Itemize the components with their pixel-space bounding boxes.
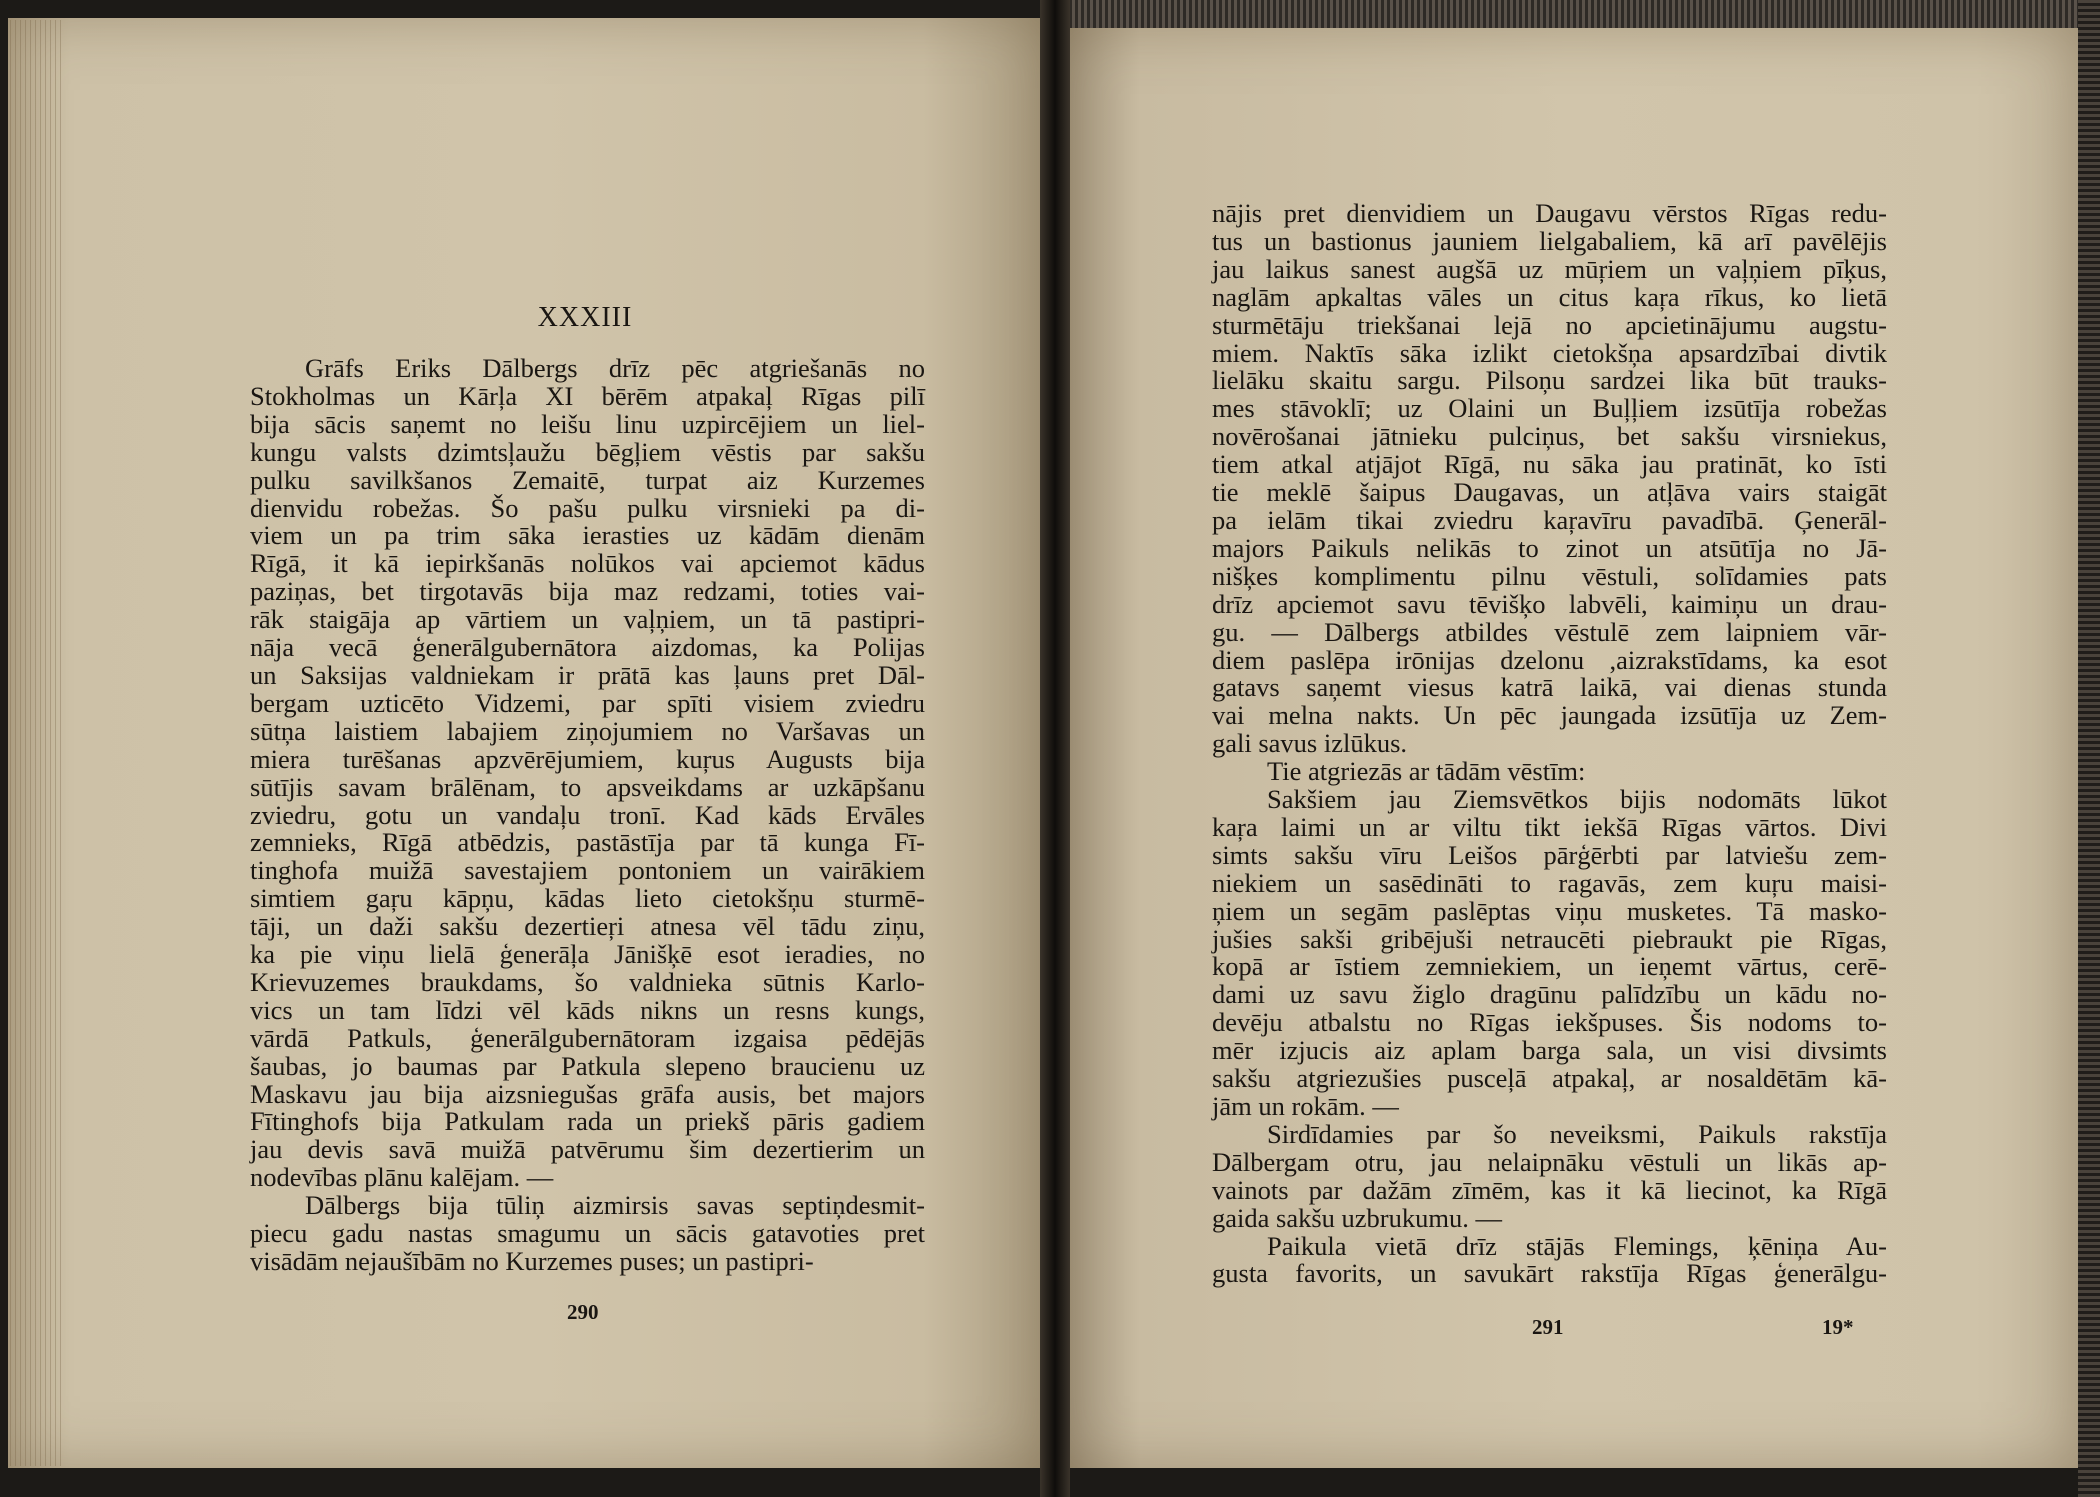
- text-line: gusta favorits, un savukārt rakstīja Rīgas ģenerālgu-: [1212, 1258, 1887, 1289]
- text-line: sūtījis savam brālēnam, to apsveikdams ar uzkāpšanu: [250, 771, 925, 802]
- left-page-text: [250, 355, 925, 1276]
- text-line: paziņas, bet tirgotavās bija maz redzami, toties vai-: [250, 576, 925, 607]
- text-line: kungu valsts dzimtsļaužu bēgļiem vēstis par sakšu: [250, 436, 925, 467]
- text-line: dienvidu robežas. Šo pašu pulku virsnieki pa di-: [250, 492, 925, 523]
- text-line: tie meklē šaipus Daugavas, un atļāva vairs staigāt: [1212, 477, 1887, 508]
- text-line: tāji, un daži sakšu dezertieŗi atnesa vēl tādu ziņu,: [250, 911, 925, 942]
- text-line: jām un rokām. —: [1212, 1091, 1399, 1121]
- book-gutter: [1040, 0, 1070, 1497]
- text-line: majors Paikuls nelikās to zinot un atsūtīja no Jā-: [1212, 532, 1887, 563]
- text-line: tiem atkal atjājot Rīgā, nu sāka jau pratināt, ko īsti: [1212, 449, 1887, 480]
- text-line: Stokholmas un Kārļa XI bērēm atpakaļ Rīgas pilī: [250, 380, 925, 411]
- text-line: rāk staigāja ap vārtiem un vaļņiem, un tā pastipri-: [250, 604, 925, 635]
- book-cover-top: [1060, 0, 2100, 28]
- text-line: pulku savilkšanos Zemaitē, turpat aiz Kurzemes: [250, 464, 925, 495]
- text-line: miem. Naktīs sāka izlikt cietokšņa apsardzībai divtik: [1212, 337, 1887, 368]
- text-line: miera turēšanas apzvērējumiem, kuŗus Augusts bija: [250, 743, 925, 774]
- text-line: drīz apciemot savu tēvišķo labvēli, kaimiņu un drau-: [1212, 588, 1887, 619]
- text-line: devēju atbalstu no Rīgas iekšpuses. Šis nodoms to-: [1212, 1007, 1887, 1038]
- text-line: gaida sakšu uzbrukumu. —: [1212, 1202, 1502, 1233]
- text-line: jušies sakši gribējuši netraucēti piebraukt pie Rīgas,: [1212, 923, 1887, 954]
- text-line: vai melna nakts. Un pēc jaungada izsūtīja uz Zem-: [1212, 700, 1887, 731]
- right-page-text: [1212, 200, 1887, 1288]
- text-line: zviedru, gotu un vandaļu tronī. Kad kāds Ervāles: [250, 799, 925, 830]
- text-line: Dālbergs bija tūliņ aizmirsis savas septiņdesmit-: [305, 1190, 925, 1221]
- text-line: niekiem un sasēdināti to ragavās, zem kuŗu maisi-: [1212, 867, 1887, 898]
- text-line: zemnieks, Rīgā atbēdzis, pastāstīja par tā kunga Fī-: [250, 827, 925, 858]
- text-line: ka pie viņu lielā ģenerāļa Jānišķē esot ieradies, no: [250, 939, 925, 970]
- chapter-title: XXXIII: [537, 302, 633, 333]
- text-line: lielāku skaitu sargu. Pilsoņu sardzei lika būt trauks-: [1212, 365, 1887, 396]
- text-line: Paikula vietā drīz stājās Flemings, ķēniņa Au-: [1267, 1230, 1887, 1261]
- text-line: un Saksijas valdniekam ir prātā kas ļauns pret Dāl-: [250, 659, 925, 690]
- text-line: gu. — Dālbergs atbildes vēstulē zem laipniem vār-: [1212, 616, 1887, 647]
- text-line: Sirdīdamies par šo neveiksmi, Paikuls rakstīja: [1267, 1118, 1887, 1149]
- text-line: sturmētāju triekšanai lejā no apcietinājumu augstu-: [1212, 309, 1887, 340]
- text-line: nodevības plānu kalējam. —: [250, 1162, 554, 1193]
- text-line: Grāfs Eriks Dālbergs drīz pēc atgriešanās no: [305, 353, 925, 383]
- text-line: Sakšiem jau Ziemsvētkos bijis nodomāts lūkot: [1267, 784, 1887, 815]
- text-line: novērošanai jātnieku pulciņus, bet sakšu virsniekus,: [1212, 421, 1887, 452]
- page-edges: [10, 20, 65, 1466]
- text-line: Tie atgriezās ar tādām vēstīm:: [1267, 756, 1586, 787]
- text-line: Rīgā, it kā iepirkšanās nolūkos vai apciemot kādus: [250, 548, 925, 579]
- text-line: gatavs saņemt viesus katrā laikā, vai dienas stunda: [1212, 672, 1887, 703]
- text-line: piecu gadu nastas smagumu un sācis gatavoties pret: [250, 1218, 925, 1249]
- book-cover-edge: [2078, 0, 2100, 1497]
- text-line: gali savus izlūkus.: [1212, 728, 1408, 759]
- text-line: mēr izjucis aiz aplam barga sala, un visi divsimts: [1212, 1035, 1887, 1066]
- text-line: visādām nejaušībām no Kurzemes puses; un pastipri-: [250, 1246, 814, 1276]
- page-number-right: 291: [1532, 1315, 1564, 1339]
- text-line: simtiem gaŗu kāpņu, kādas lieto cietokšņu sturmē-: [250, 883, 925, 914]
- text-line: šaubas, jo baumas par Patkula slepeno braucienu uz: [250, 1050, 925, 1081]
- text-line: vainots par dažām zīmēm, kas it kā liecinot, ka Rīgā: [1212, 1174, 1887, 1205]
- text-line: bergam uzticēto Vidzemi, par spīti visiem zviedru: [250, 687, 925, 718]
- text-line: vics un tam līdzi vēl kāds nikns un resns kungs,: [250, 994, 925, 1025]
- text-line: tinghofa muižā savestajiem pontoniem un vairākiem: [250, 855, 925, 886]
- text-line: Dālbergam otru, jau nelaipnāku vēstuli un likās ap-: [1212, 1146, 1887, 1177]
- text-line: sakšu atgriezušies pusceļā atpakaļ, ar nosaldētām kā-: [1212, 1063, 1887, 1094]
- text-line: tus un bastionus jauniem lielgabaliem, kā arī pavēlējis: [1212, 225, 1887, 256]
- text-line: Fītinghofs bija Patkulam rada un priekš pāris gadiem: [250, 1106, 925, 1137]
- text-line: mes stāvoklī; uz Olaini un Buļļiem izsūtīja robežas: [1212, 393, 1887, 424]
- text-line: kopā ar īstiem zemniekiem, un ieņemt vārtus, cerē-: [1212, 951, 1887, 982]
- text-line: vārdā Patkuls, ģenerālgubernātoram izgaisa pēdējās: [250, 1022, 925, 1053]
- text-line: Krievuzemes braukdams, šo valdnieka sūtnis Karlo-: [250, 966, 925, 997]
- text-line: naglām apkaltas vāles un citus kaŗa rīkus, ko lietā: [1212, 281, 1887, 312]
- text-line: nišķes komplimentu pilnu vēstuli, solīdamies pats: [1212, 560, 1887, 591]
- text-line: simts sakšu vīru Leišos pārģērbti par latviešu zem-: [1212, 839, 1887, 870]
- text-line: nāja vecā ģenerālgubernātora aizdomas, ka Polijas: [250, 632, 925, 663]
- text-line: sūtņa laistiem labajiem ziņojumiem no Varšavas un: [250, 715, 925, 746]
- text-line: jau laikus sanest augšā uz mūŗiem un vaļņiem pīķus,: [1212, 253, 1887, 284]
- text-line: pa ielām tikai zviedru kaŗavīru pavadībā. Ģenerāl-: [1212, 504, 1887, 535]
- text-line: nājis pret dienvidiem un Daugavu vērstos Rīgas redu-: [1212, 198, 1887, 228]
- text-line: ņiem un segām paslēptas viņu musketes. Tā masko-: [1212, 895, 1887, 926]
- text-line: viem un pa trim sāka ierasties uz kādām dienām: [250, 520, 925, 551]
- text-line: diem paslēpa irōnijas dzelonu ,aizrakstīdams, ka esot: [1212, 644, 1887, 675]
- text-line: dami uz savu žiglo dragūnu palīdzību un kādu no-: [1212, 979, 1887, 1010]
- text-line: kaŗa laimi un ar viltu tikt iekšā Rīgas vārtos. Divi: [1212, 811, 1887, 842]
- text-line: jau devis savā muižā patvērumu šim dezertierim un: [250, 1134, 925, 1165]
- signature-mark: 19*: [1822, 1315, 1854, 1339]
- text-line: bija sācis saņemt no leišu linu uzpircējiem un liel-: [250, 408, 925, 439]
- page-number-left: 290: [567, 1300, 599, 1324]
- text-line: Maskavu jau bija aizsniegušas grāfa ausis, bet majors: [250, 1078, 925, 1109]
